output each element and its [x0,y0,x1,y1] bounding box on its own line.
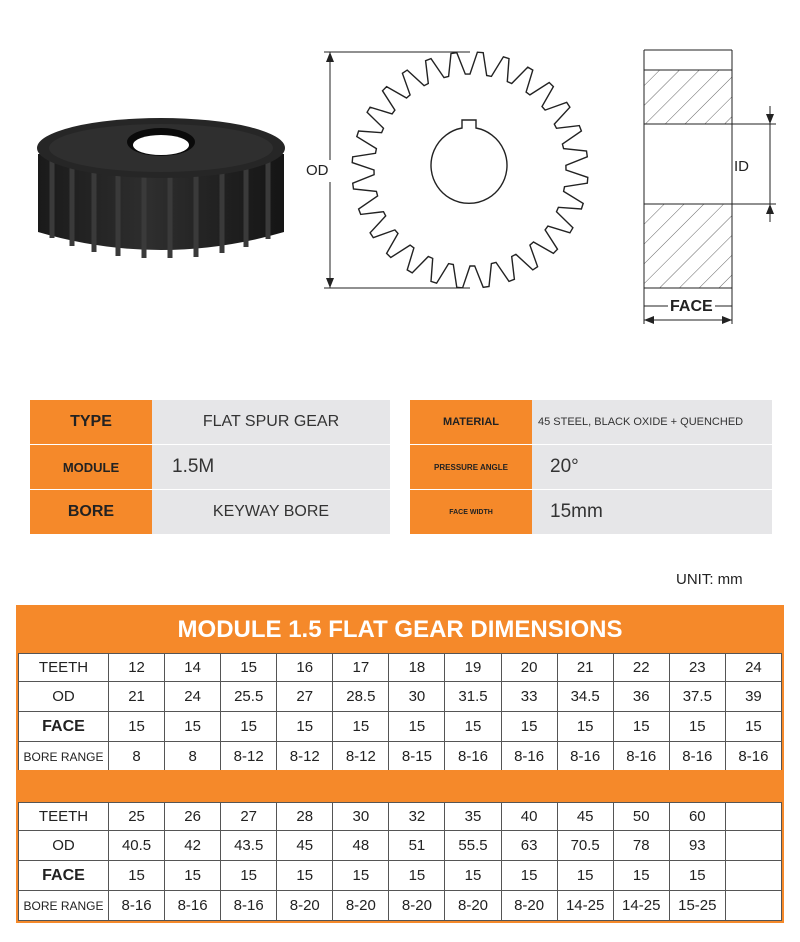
cell-od: 21 [109,682,165,712]
spec-card-type [30,400,390,444]
cell-teeth: 12 [109,654,165,682]
cell-bore: 8-20 [501,891,557,921]
cell-face: 15 [557,712,613,742]
cell-od: 36 [613,682,669,712]
table-row-bore [19,891,782,921]
cell-bore: 8-16 [557,742,613,772]
cell-face: 15 [221,712,277,742]
cell-od: 30 [389,682,445,712]
cell-teeth: 32 [389,803,445,831]
cell-od: 40.5 [109,831,165,861]
cell-bore: 8-20 [389,891,445,921]
table-title: MODULE 1.5 FLAT GEAR DIMENSIONS [18,607,782,653]
cell-od: 33 [501,682,557,712]
cell-teeth: 16 [277,654,333,682]
cell-face: 15 [333,712,389,742]
cell-teeth: 26 [165,803,221,831]
cell-face: 15 [501,712,557,742]
cell-teeth: 15 [221,654,277,682]
cell-face: 15 [333,861,389,891]
cell-od: 63 [501,831,557,861]
cell-od: 39 [725,682,781,712]
cell-teeth: 28 [277,803,333,831]
spec-label-pressure-angle: PRESSURE ANGLE [410,445,532,489]
dimension-table-1 [16,605,784,774]
cell-od: 27 [277,682,333,712]
spec-card-pressure-angle [410,445,772,489]
cell-od: 25.5 [221,682,277,712]
cell-face: 15 [165,861,221,891]
cell-od: 78 [613,831,669,861]
table-row-od [19,831,782,861]
cell-od: 42 [165,831,221,861]
table-row-face [19,861,782,891]
cell-bore: 14-25 [613,891,669,921]
id-label: ID [734,158,749,175]
cell-bore: 8-20 [445,891,501,921]
cell-teeth: 40 [501,803,557,831]
row-label-face: FACE [19,712,109,742]
cell-teeth: 30 [333,803,389,831]
gear-photo [30,118,292,268]
table-row-teeth [19,803,782,831]
cell-teeth: 18 [389,654,445,682]
cell-teeth: 22 [613,654,669,682]
cell-face: 15 [669,712,725,742]
cell-face: 15 [557,861,613,891]
spec-card-face-width [410,490,772,534]
cell-bore: 8-16 [165,891,221,921]
row-label-od: OD [19,831,109,861]
cell-teeth: 20 [501,654,557,682]
cell-bore: 8-16 [725,742,781,772]
spec-label-bore: BORE [30,490,152,534]
cell-teeth: 27 [221,803,277,831]
row-label-face: FACE [19,861,109,891]
cell-face: 15 [165,712,221,742]
cell-od: 51 [389,831,445,861]
cell-face: 15 [277,712,333,742]
cell-od: 28.5 [333,682,389,712]
cell-face [725,861,781,891]
cell-teeth: 60 [669,803,725,831]
cell-od: 55.5 [445,831,501,861]
cell-bore: 8-12 [221,742,277,772]
dimension-grid-1 [18,653,782,772]
spec-card-bore [30,490,390,534]
cell-bore: 8-12 [333,742,389,772]
table-row-teeth [19,654,782,682]
table-row-face [19,712,782,742]
dimension-grid-2 [18,802,782,921]
od-label: OD [306,162,329,179]
cell-teeth: 25 [109,803,165,831]
gear-front-drawing [300,40,610,300]
cell-bore: 8-16 [669,742,725,772]
spec-value-bore: KEYWAY BORE [212,503,330,520]
cell-teeth [725,803,781,831]
cell-od: 31.5 [445,682,501,712]
row-label-teeth: TEETH [19,654,109,682]
cell-od: 70.5 [557,831,613,861]
cell-face: 15 [613,712,669,742]
dimension-table-2 [16,770,784,923]
cell-teeth: 17 [333,654,389,682]
cell-bore: 8-20 [333,891,389,921]
cell-bore: 8-16 [109,891,165,921]
spec-label-type: TYPE [30,400,152,444]
cell-face: 15 [221,861,277,891]
spec-card-material [410,400,772,444]
cell-bore: 8-15 [389,742,445,772]
face-label: FACE [670,298,713,315]
cell-bore: 14-25 [557,891,613,921]
cell-face: 15 [109,712,165,742]
cell-od [725,831,781,861]
cell-face: 15 [725,712,781,742]
cell-face: 15 [445,861,501,891]
cell-bore: 8-16 [613,742,669,772]
cell-bore: 8-20 [277,891,333,921]
spec-value-material: 45 STEEL, BLACK OXIDE + QUENCHED [538,416,744,428]
spec-value-module: 1.5M [172,456,215,477]
cell-face: 15 [445,712,501,742]
cell-face: 15 [277,861,333,891]
table-row-bore [19,742,782,772]
cell-face: 15 [109,861,165,891]
cell-bore: 8-12 [277,742,333,772]
cell-face: 15 [501,861,557,891]
cell-bore: 8-16 [445,742,501,772]
spec-value-face-width: 15mm [550,501,603,522]
cell-teeth: 35 [445,803,501,831]
row-label-bore: BORE RANGE [19,891,109,921]
cell-od: 48 [333,831,389,861]
row-label-bore: BORE RANGE [19,742,109,772]
spec-value-type: FLAT SPUR GEAR [202,413,340,430]
cell-teeth: 14 [165,654,221,682]
cell-od: 93 [669,831,725,861]
cell-face: 15 [389,861,445,891]
spec-label-material: MATERIAL [410,400,532,444]
cell-teeth: 19 [445,654,501,682]
cell-bore: 8-16 [501,742,557,772]
cell-bore [725,891,781,921]
cell-face: 15 [669,861,725,891]
cell-teeth: 50 [613,803,669,831]
cell-face: 15 [389,712,445,742]
spec-label-module: MODULE [30,445,152,489]
cell-od: 43.5 [221,831,277,861]
cell-od: 24 [165,682,221,712]
cell-od: 45 [277,831,333,861]
cell-bore: 8-16 [221,891,277,921]
cell-bore: 8 [109,742,165,772]
cell-od: 37.5 [669,682,725,712]
cell-bore: 8 [165,742,221,772]
cell-teeth: 45 [557,803,613,831]
spec-label-face-width: FACE WIDTH [410,490,532,534]
cell-bore: 15-25 [669,891,725,921]
spec-value-pressure-angle: 20° [550,456,579,477]
row-label-teeth: TEETH [19,803,109,831]
cell-teeth: 23 [669,654,725,682]
cell-teeth: 24 [725,654,781,682]
cell-od: 34.5 [557,682,613,712]
cell-teeth: 21 [557,654,613,682]
spec-card-module [30,445,390,489]
table-row-od [19,682,782,712]
table-separator [18,772,782,802]
unit-label: UNIT: mm [676,571,743,588]
row-label-od: OD [19,682,109,712]
cell-face: 15 [613,861,669,891]
gear-side-section [630,40,790,330]
